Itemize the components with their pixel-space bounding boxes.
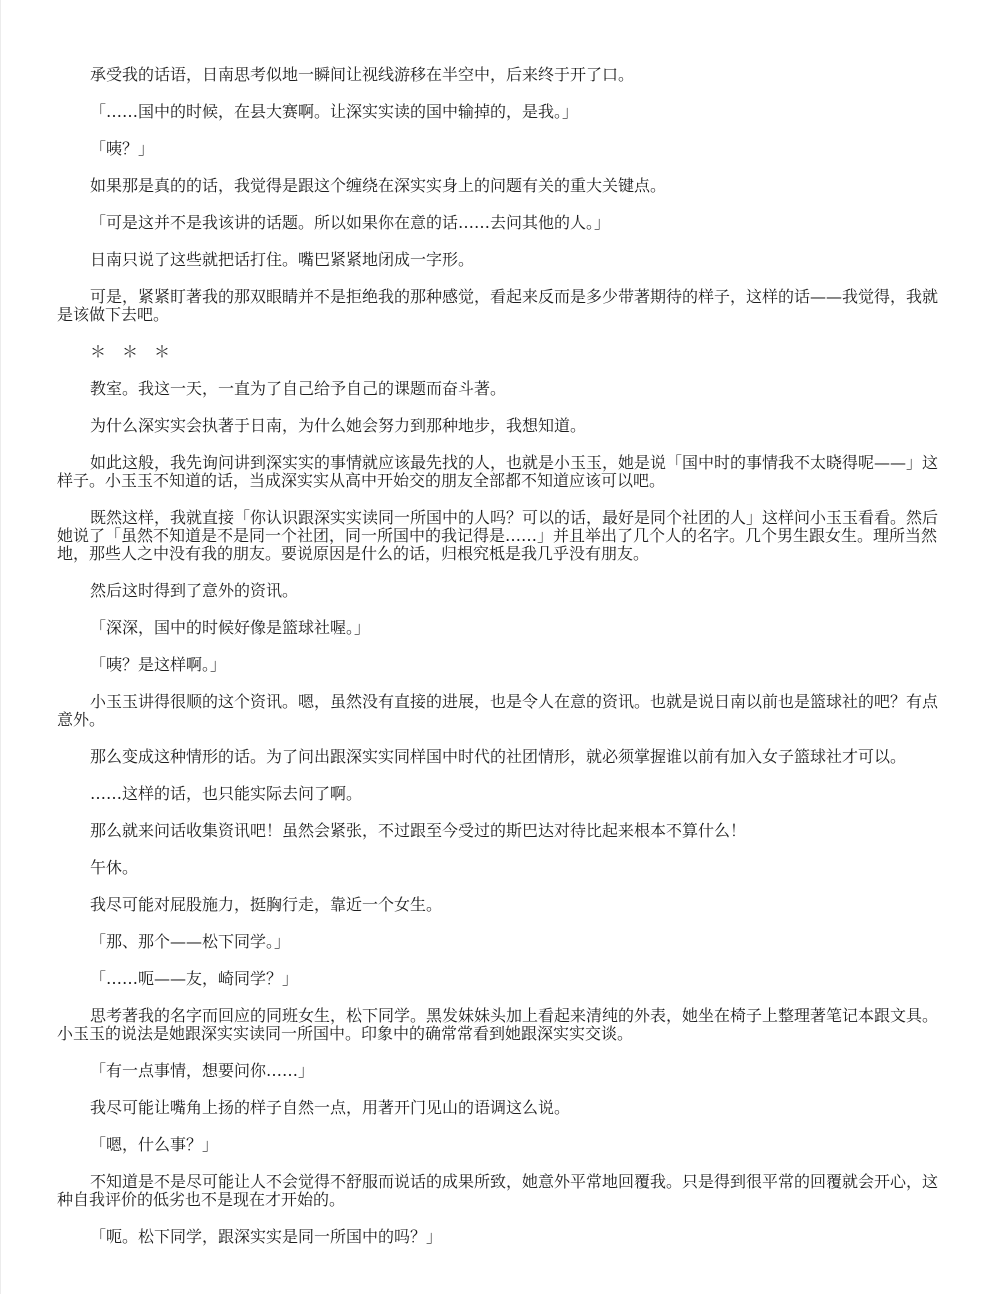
text-line: 承受我的话语，日南思考似地一瞬间让视线游移在半空中，后来终于开了口。 (90, 65, 635, 84)
text-line: 「咦？是这样啊。」 (90, 655, 227, 674)
text-line: 那么就来问话收集资讯吧！虽然会紧张，不过跟至今受过的斯巴达对待比起来根本不算什么！ (90, 821, 747, 840)
paragraph (57, 822, 937, 840)
dialogue-paragraph (57, 1136, 937, 1154)
paragraph (57, 454, 937, 490)
dialogue-paragraph (57, 656, 937, 674)
paragraph (57, 896, 937, 914)
paragraph (57, 417, 937, 435)
scene-break-asterisks: ＊ ＊ ＊ (90, 342, 171, 361)
paragraph (57, 380, 937, 398)
text-line: 那么变成这种情形的话。为了问出跟深实实同样国中时代的社团情形，就必须掌握谁以前有加入女子篮球社才可以。 (90, 747, 907, 766)
text-line: 我尽可能对屁股施力，挺胸行走，靠近一个女生。 (90, 895, 443, 914)
text-line: 意外。 (57, 710, 106, 729)
text-line: 我尽可能让嘴角上扬的样子自然一点，用著开门见山的语调这么说。 (90, 1098, 571, 1117)
dialogue-paragraph (57, 103, 937, 121)
scene-break (57, 343, 937, 361)
paragraph (57, 509, 937, 563)
dialogue-paragraph (57, 933, 937, 951)
paragraph (57, 251, 937, 269)
dialogue-paragraph (57, 214, 937, 232)
text-line: 样子。小玉玉不知道的话，当成深实实从高中开始交的朋友全部都不知道应该可以吧。 (57, 471, 666, 490)
text-line: 教室。我这一天，一直为了自己给予自己的课题而奋斗著。 (90, 379, 507, 398)
text-line: 「可是这并不是我该讲的话题。所以如果你在意的话……去问其他的人。」 (90, 213, 611, 232)
text-line: 午休。 (90, 858, 139, 877)
dialogue-paragraph (57, 1228, 937, 1246)
paragraph (57, 748, 937, 766)
text-line: 「咦？」 (90, 139, 155, 158)
text-line: 「呃。松下同学，跟深实实是同一所国中的吗？」 (90, 1227, 443, 1246)
text-line: 「嗯，什么事？」 (90, 1135, 219, 1154)
text-line: 为什么深实实会执著于日南，为什么她会努力到那种地步，我想知道。 (90, 416, 587, 435)
text-line: 如果那是真的的话，我觉得是跟这个缠绕在深实实身上的问题有关的重大关键点。 (90, 176, 667, 195)
dialogue-paragraph (57, 970, 937, 988)
text-line: 她说了「虽然不知道是不是同一个社团，同一所国中的我记得是……」并且举出了几个人的名字。几个男生跟女生。理所当然 (57, 526, 938, 545)
text-line: 然后这时得到了意外的资讯。 (90, 581, 299, 600)
text-line: 小玉玉讲得很顺的这个资讯。嗯，虽然没有直接的进展，也是令人在意的资讯。也就是说日南以前也是篮球社的吧？有点 (90, 692, 939, 711)
dialogue-paragraph (57, 140, 937, 158)
text-line: 如此这般，我先询问讲到深实实的事情就应该最先找的人，也就是小玉玉，她是说「国中时的事情我不太晓得呢——」这 (90, 453, 939, 472)
text-line: ……这样的话，也只能实际去问了啊。 (90, 784, 363, 803)
text-line: 「……国中的时候，在县大赛啊。让深实实读的国中输掉的，是我。」 (90, 102, 579, 121)
dialogue-paragraph (57, 619, 937, 637)
text-line: 思考著我的名字而回应的同班女生，松下同学。黑发妹妹头加上看起来清纯的外表，她坐在椅子上整理著笔记本跟文具。 (90, 1006, 939, 1025)
text-line: 小玉玉的说法是她跟深实实读同一所国中。印象中的确常常看到她跟深实实交谈。 (57, 1024, 634, 1043)
paragraph (57, 859, 937, 877)
paragraph (57, 693, 937, 729)
text-line: 「那、那个——松下同学。」 (90, 932, 291, 951)
dialogue-paragraph (57, 1062, 937, 1080)
paragraph (57, 1099, 937, 1117)
paragraph (57, 1173, 937, 1209)
paragraph (57, 66, 937, 84)
document-page (57, 66, 937, 1265)
text-line: 可是，紧紧盯著我的那双眼睛并不是拒绝我的那种感觉，看起来反而是多少带著期待的样子，这样的话——我觉得，我就 (90, 287, 939, 306)
paragraph (57, 288, 937, 324)
text-line: 种自我评价的低劣也不是现在才开始的。 (57, 1190, 346, 1209)
text-line: 不知道是不是尽可能让人不会觉得不舒服而说话的成果所致，她意外平常地回覆我。只是得到很平常的回覆就会开心，这 (90, 1172, 939, 1191)
paragraph (57, 1007, 937, 1043)
text-line: 地，那些人之中没有我的朋友。要说原因是什么的话，归根究柢是我几乎没有朋友。 (57, 544, 650, 563)
text-line: 是该做下去吧。 (57, 305, 170, 324)
paragraph (57, 582, 937, 600)
paragraph (57, 177, 937, 195)
text-line: 日南只说了这些就把话打住。嘴巴紧紧地闭成一字形。 (90, 250, 475, 269)
text-line: 「深深，国中的时候好像是篮球社喔。」 (90, 618, 371, 637)
text-line: 「有一点事情，想要问你……」 (90, 1061, 315, 1080)
paragraph (57, 785, 937, 803)
text-line: 既然这样，我就直接「你认识跟深实实读同一所国中的人吗？可以的话，最好是同个社团的人」这样问小玉玉看看。然后 (90, 508, 939, 527)
text-line: 「……呃——友，崎同学？」 (90, 969, 299, 988)
